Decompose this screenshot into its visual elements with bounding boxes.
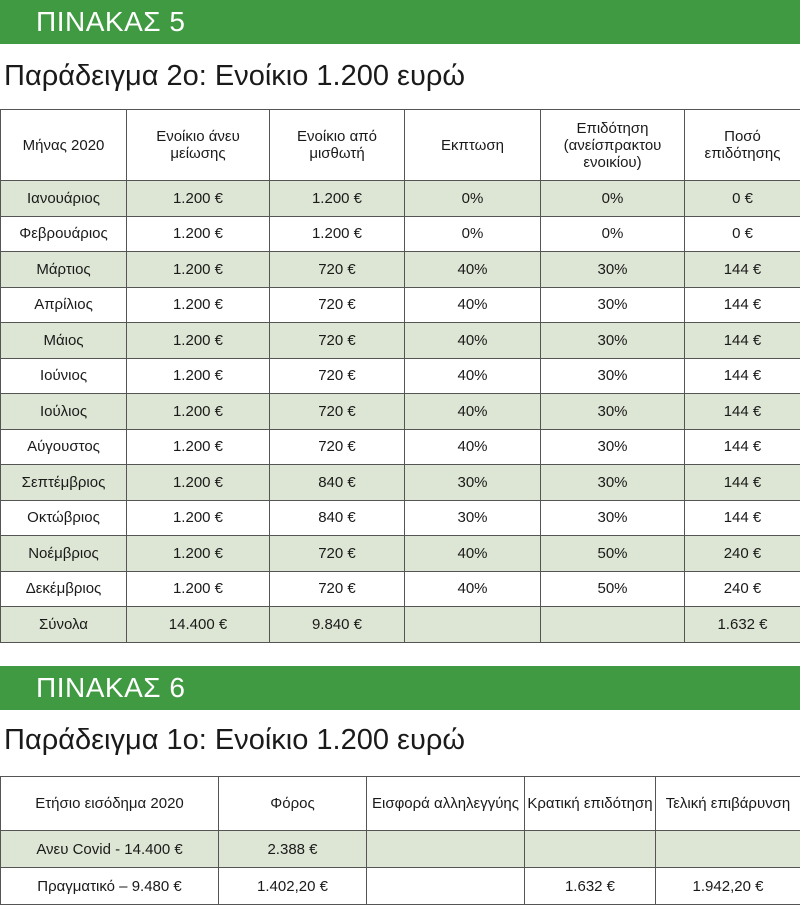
table5-cell: 1.200 €: [127, 252, 270, 288]
table5-total-cell: [541, 607, 685, 643]
table5-cell: 50%: [541, 536, 685, 572]
table5-cell: 840 €: [270, 500, 405, 536]
table5-row: [1, 323, 800, 359]
table5-cell: 30%: [541, 394, 685, 430]
table5-cell: 840 €: [270, 465, 405, 501]
table5-cell: 1.200 €: [127, 500, 270, 536]
table5-cell: 40%: [405, 287, 541, 323]
table5-cell: 1.200 €: [270, 216, 405, 252]
table5-cell: Μάρτιος: [1, 252, 127, 288]
table6-cell: 1.402,20 €: [219, 868, 367, 905]
table5-row: [1, 252, 800, 288]
table5-cell: 144 €: [685, 500, 800, 536]
table5-header-cell: Ποσό επιδότησης: [685, 110, 800, 181]
table5: [0, 109, 800, 643]
table5-cell: 30%: [405, 465, 541, 501]
table5-cell: 30%: [541, 465, 685, 501]
table5-cell: Νοέμβριος: [1, 536, 127, 572]
table5-cell: 0%: [541, 216, 685, 252]
table5-cell: 30%: [541, 323, 685, 359]
table6-header-cell: Τελική επιβάρυνση: [656, 777, 800, 831]
table6-banner: ΠΙΝΑΚΑΣ 6: [0, 666, 800, 710]
table6-header-cell: Φόρος: [219, 777, 367, 831]
table5-cell: 1.200 €: [127, 429, 270, 465]
table5-cell: 40%: [405, 429, 541, 465]
table5-row: [1, 429, 800, 465]
table5-cell: 50%: [541, 571, 685, 607]
table5-total-cell: [405, 607, 541, 643]
table5-row: [1, 181, 800, 217]
table5-row: [1, 216, 800, 252]
table5-cell: 0 €: [685, 216, 800, 252]
table6-subtitle: Παράδειγμα 1ο: Ενοίκιο 1.200 ευρώ: [4, 724, 465, 757]
table5-cell: 1.200 €: [270, 181, 405, 217]
table5-cell: 40%: [405, 323, 541, 359]
table5-header-cell: Ενοίκιο από μισθωτή: [270, 110, 405, 181]
table5-row: [1, 358, 800, 394]
table5-cell: 0%: [541, 181, 685, 217]
table6: [0, 776, 800, 905]
table5-cell: 40%: [405, 536, 541, 572]
table5-cell: Απρίλιος: [1, 287, 127, 323]
table5-cell: 0%: [405, 181, 541, 217]
table5-cell: 30%: [541, 252, 685, 288]
table5-cell: 1.200 €: [127, 216, 270, 252]
table6-header-row: [1, 777, 800, 831]
table5-cell: 30%: [405, 500, 541, 536]
table5-cell: Αύγουστος: [1, 429, 127, 465]
table5-banner: ΠΙΝΑΚΑΣ 5: [0, 0, 800, 44]
table5-cell: 240 €: [685, 571, 800, 607]
table5-cell: 720 €: [270, 571, 405, 607]
table5-cell: Σεπτέμβριος: [1, 465, 127, 501]
table5-cell: 30%: [541, 287, 685, 323]
table5-header-cell: Επιδότηση (ανείσπρακτου ενοικίου): [541, 110, 685, 181]
table5-row: [1, 465, 800, 501]
table5-row: [1, 287, 800, 323]
table5-cell: 30%: [541, 358, 685, 394]
table5-header-cell: Ενοίκιο άνευ μείωσης: [127, 110, 270, 181]
table5-cell: 720 €: [270, 394, 405, 430]
table5-cell: 40%: [405, 394, 541, 430]
table5-cell: 0%: [405, 216, 541, 252]
table5-cell: 1.200 €: [127, 181, 270, 217]
table5-cell: 1.200 €: [127, 358, 270, 394]
table5-cell: 40%: [405, 358, 541, 394]
table5-cell: 144 €: [685, 287, 800, 323]
table6-cell: 1.942,20 €: [656, 868, 800, 905]
table5-cell: 40%: [405, 571, 541, 607]
table6-cell: [367, 831, 525, 868]
table5-cell: 1.200 €: [127, 323, 270, 359]
table6-row: [1, 868, 800, 905]
table5-header-row: [1, 110, 800, 181]
table5-cell: 720 €: [270, 252, 405, 288]
table5-totals-row: [1, 607, 800, 643]
table5-cell: 144 €: [685, 252, 800, 288]
table5-cell: 40%: [405, 252, 541, 288]
table6-cell: [525, 831, 656, 868]
table5-cell: 720 €: [270, 323, 405, 359]
table5-total-cell: 1.632 €: [685, 607, 800, 643]
table5-cell: 1.200 €: [127, 465, 270, 501]
table5-row: [1, 571, 800, 607]
table5-cell: 30%: [541, 500, 685, 536]
table5-cell: 144 €: [685, 429, 800, 465]
table6-cell: [367, 868, 525, 905]
table5-header-cell: Εκπτωση: [405, 110, 541, 181]
table6-row: [1, 831, 800, 868]
table5-cell: 30%: [541, 429, 685, 465]
table5-cell: 1.200 €: [127, 571, 270, 607]
table5-cell: Ιανουάριος: [1, 181, 127, 217]
table5-cell: 144 €: [685, 465, 800, 501]
table5-row: [1, 394, 800, 430]
table5-cell: 720 €: [270, 287, 405, 323]
table5-cell: 720 €: [270, 536, 405, 572]
table6-cell: 1.632 €: [525, 868, 656, 905]
table5-total-cell: 14.400 €: [127, 607, 270, 643]
table5-total-cell: 9.840 €: [270, 607, 405, 643]
table6-header-cell: Κρατική επιδότηση: [525, 777, 656, 831]
table5-cell: Δεκέμβριος: [1, 571, 127, 607]
table5-cell: 1.200 €: [127, 287, 270, 323]
table5-cell: Ιούλιος: [1, 394, 127, 430]
table5-cell: Μάιος: [1, 323, 127, 359]
table5-cell: Ιούνιος: [1, 358, 127, 394]
table5-cell: 1.200 €: [127, 536, 270, 572]
table5-cell: 720 €: [270, 429, 405, 465]
table5-total-cell: Σύνολα: [1, 607, 127, 643]
table6-header-cell: Ετήσιο εισόδημα 2020: [1, 777, 219, 831]
table5-cell: Φεβρουάριος: [1, 216, 127, 252]
table5-cell: 1.200 €: [127, 394, 270, 430]
table5-subtitle: Παράδειγμα 2ο: Ενοίκιο 1.200 ευρώ: [4, 60, 465, 93]
table6-header-cell: Εισφορά αλληλεγγύης: [367, 777, 525, 831]
table6-cell: 2.388 €: [219, 831, 367, 868]
table6-cell: Πραγματικό – 9.480 €: [1, 868, 219, 905]
table5-cell: 144 €: [685, 394, 800, 430]
table5-cell: 720 €: [270, 358, 405, 394]
table5-header-cell: Μήνας 2020: [1, 110, 127, 181]
table5-cell: 0 €: [685, 181, 800, 217]
table5-cell: 240 €: [685, 536, 800, 572]
table6-cell: Ανευ Covid - 14.400 €: [1, 831, 219, 868]
table5-cell: Οκτώβριος: [1, 500, 127, 536]
table5-row: [1, 536, 800, 572]
table5-row: [1, 500, 800, 536]
table6-cell: [656, 831, 800, 868]
table5-cell: 144 €: [685, 358, 800, 394]
table5-cell: 144 €: [685, 323, 800, 359]
